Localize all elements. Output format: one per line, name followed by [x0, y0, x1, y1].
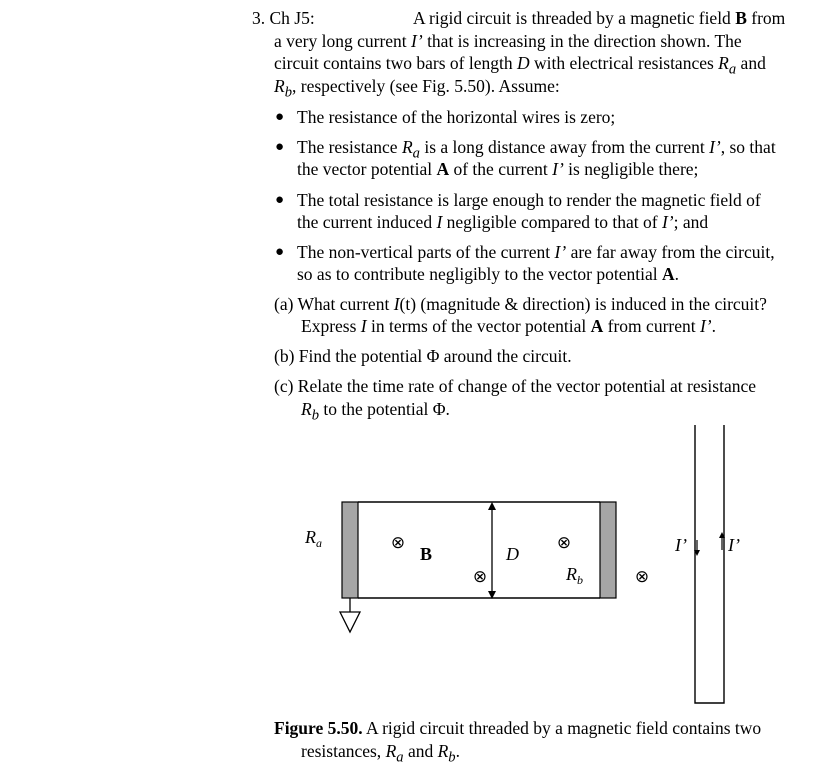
intro-line-4: $R_b$, respectively (see Fig. 5.50). Assume:: [274, 76, 560, 101]
figure-caption-line-2: resistances, $R_a$ and $R_b$.: [301, 741, 460, 766]
assumption-3-line-1: The total resistance is large enough to render the magnetic field of: [297, 190, 761, 210]
resistor-Ra: [342, 502, 358, 598]
ground-symbol: [340, 598, 360, 632]
label-Ip-up: I’: [728, 535, 740, 555]
assumption-4-line-2: so as to contribute negligibly to the vector potential A.: [297, 264, 680, 284]
bullet: ●: [275, 192, 285, 208]
field-into-page-icon: ⊗: [472, 567, 488, 587]
label-Ra: $R_a$: [305, 527, 322, 550]
label-B: B: [420, 544, 433, 564]
field-into-page-icon: ⊗: [390, 533, 406, 553]
dimension-arrow-D: [488, 502, 496, 599]
field-into-page-icon: ⊗: [556, 533, 572, 553]
assumption-2-line-1: The resistance $R_a$ is a long distance away from the current I’, so that: [297, 137, 776, 162]
assumption-3-line-2: the current induced I negligible compared to that of I’; and: [297, 212, 709, 232]
assumption-1: The resistance of the horizontal wires is zero;: [297, 107, 616, 127]
label-Ip-down: I’: [675, 535, 687, 555]
problem-number: 3. Ch J5:: [252, 8, 315, 28]
figure-caption-line-1: Figure 5.50. A rigid circuit threaded by a magnetic field contains two: [274, 718, 762, 738]
intro-line-1: A rigid circuit is threaded by a magnetic field B from: [413, 8, 786, 28]
field-into-page-icon: ⊗: [634, 567, 650, 587]
question-b: (b) Find the potential Φ around the circuit.: [274, 346, 572, 366]
label-D: D: [506, 544, 519, 564]
intro-line-3: circuit contains two bars of length D with electrical resistances $R_a$ and: [274, 53, 766, 78]
question-a-line-1: (a) What current I(t) (magnitude & direction) is induced in the circuit?: [274, 294, 767, 314]
label-Rb: $R_b$: [566, 564, 583, 587]
bullet: ●: [275, 139, 285, 155]
question-c-line-2: $R_b$ to the potential Φ.: [301, 399, 450, 424]
intro-line-2: a very long current I’ that is increasing in the direction shown. The: [274, 31, 742, 51]
bullet: ●: [275, 244, 285, 260]
question-c-line-1: (c) Relate the time rate of change of the vector potential at resistance: [274, 376, 756, 396]
assumption-2-line-2: the vector potential A of the current I’ is negligible there;: [297, 159, 699, 179]
resistor-Rb: [600, 502, 616, 598]
bullet: ●: [275, 109, 285, 125]
assumption-4-line-1: The non-vertical parts of the current I’ are far away from the circuit,: [297, 242, 775, 262]
current-wire: [695, 425, 724, 703]
question-a-line-2: Express I in terms of the vector potential A from current I’.: [301, 316, 717, 336]
